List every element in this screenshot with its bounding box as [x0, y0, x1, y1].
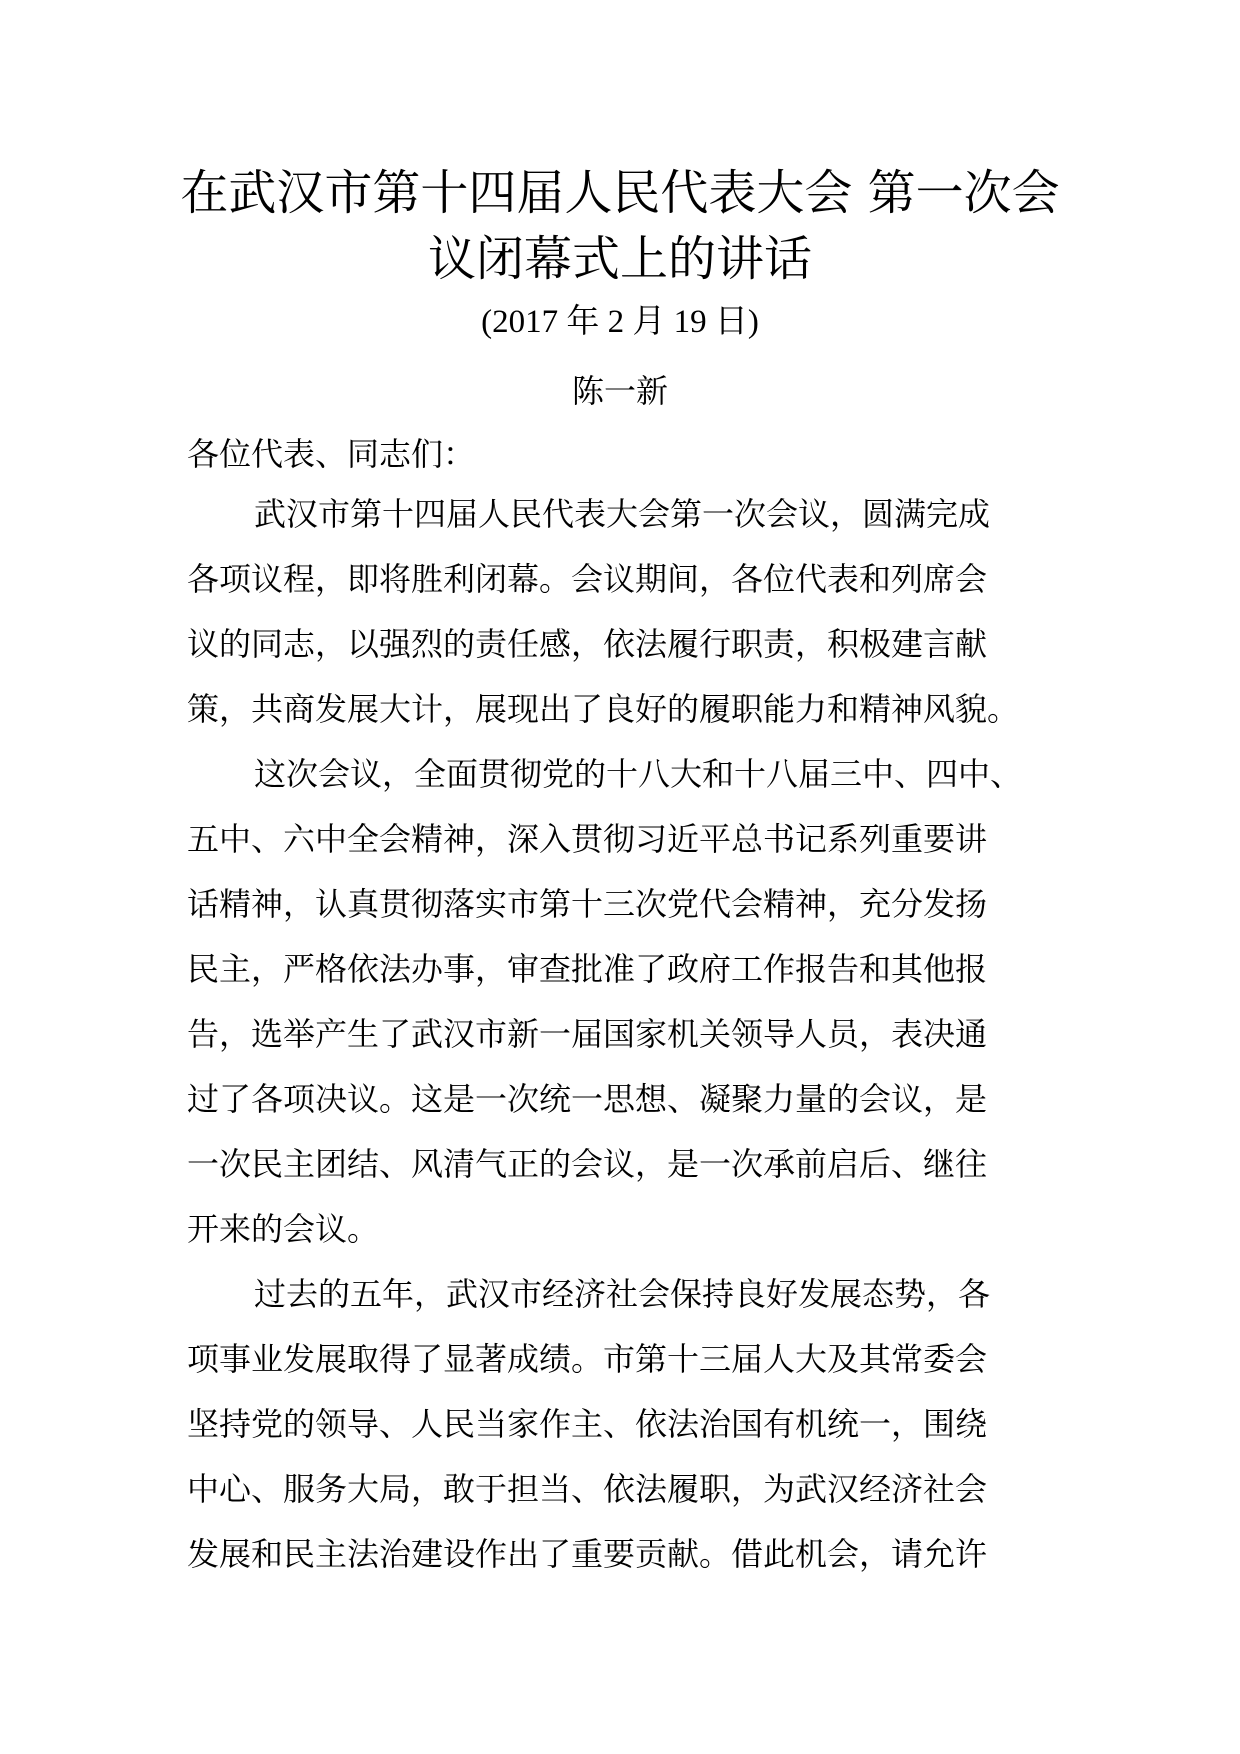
paragraph-line: 武汉市第十四届人民代表大会第一次会议，圆满完成 [254, 495, 991, 533]
paragraph-line: 一次民主团结、风清气正的会议，是一次承前启后、继往 [187, 1145, 988, 1183]
salutation: 各位代表、同志们： [187, 435, 476, 473]
speech-date: (2017 年 2 月 19 日) [481, 304, 759, 340]
paragraph [187, 494, 1067, 754]
paragraph [187, 754, 1067, 1274]
paragraph-line: 话精神，认真贯彻落实市第十三次党代会精神，充分发扬 [187, 885, 988, 923]
paragraph-line: 开来的会议。 [187, 1210, 380, 1248]
title-line: 在武汉市第十四届人民代表大会 第一次会 [180, 165, 1060, 221]
paragraph-line: 民主，严格依法办事，审查批准了政府工作报告和其他报 [187, 950, 988, 988]
title-line: 议闭幕式上的讲话 [427, 231, 812, 287]
paragraph-line: 项事业发展取得了显著成绩。市第十三届人大及其常委会 [187, 1340, 988, 1378]
paragraph-line: 发展和民主法治建设作出了重要贡献。借此机会，请允许 [187, 1535, 988, 1573]
paragraph-line: 五中、六中全会精神，深入贯彻习近平总书记系列重要讲 [187, 820, 988, 858]
paragraph-line: 中心、服务大局，敢于担当、依法履职，为武汉经济社会 [187, 1470, 988, 1508]
paragraph-line: 坚持党的领导、人民当家作主、依法治国有机统一，围绕 [187, 1405, 988, 1443]
paragraph-line: 议的同志，以强烈的责任感，依法履行职责，积极建言献 [187, 625, 988, 663]
paragraph-line: 这次会议，全面贯彻党的十八大和十八届三中、四中、 [254, 755, 1023, 793]
paragraph-line: 过去的五年，武汉市经济社会保持良好发展态势，各 [254, 1275, 991, 1313]
paragraph-line: 过了各项决议。这是一次统一思想、凝聚力量的会议，是 [187, 1080, 988, 1118]
paragraph-line: 策，共商发展大计，展现出了良好的履职能力和精神风貌。 [187, 690, 1020, 728]
paragraph-line: 告，选举产生了武汉市新一届国家机关领导人员，表决通 [187, 1015, 988, 1053]
paragraph [187, 1274, 1067, 1599]
paragraph-line: 各项议程，即将胜利闭幕。会议期间，各位代表和列席会 [187, 560, 988, 598]
speaker-name: 陈一新 [571, 372, 668, 410]
document-title [150, 160, 1090, 292]
